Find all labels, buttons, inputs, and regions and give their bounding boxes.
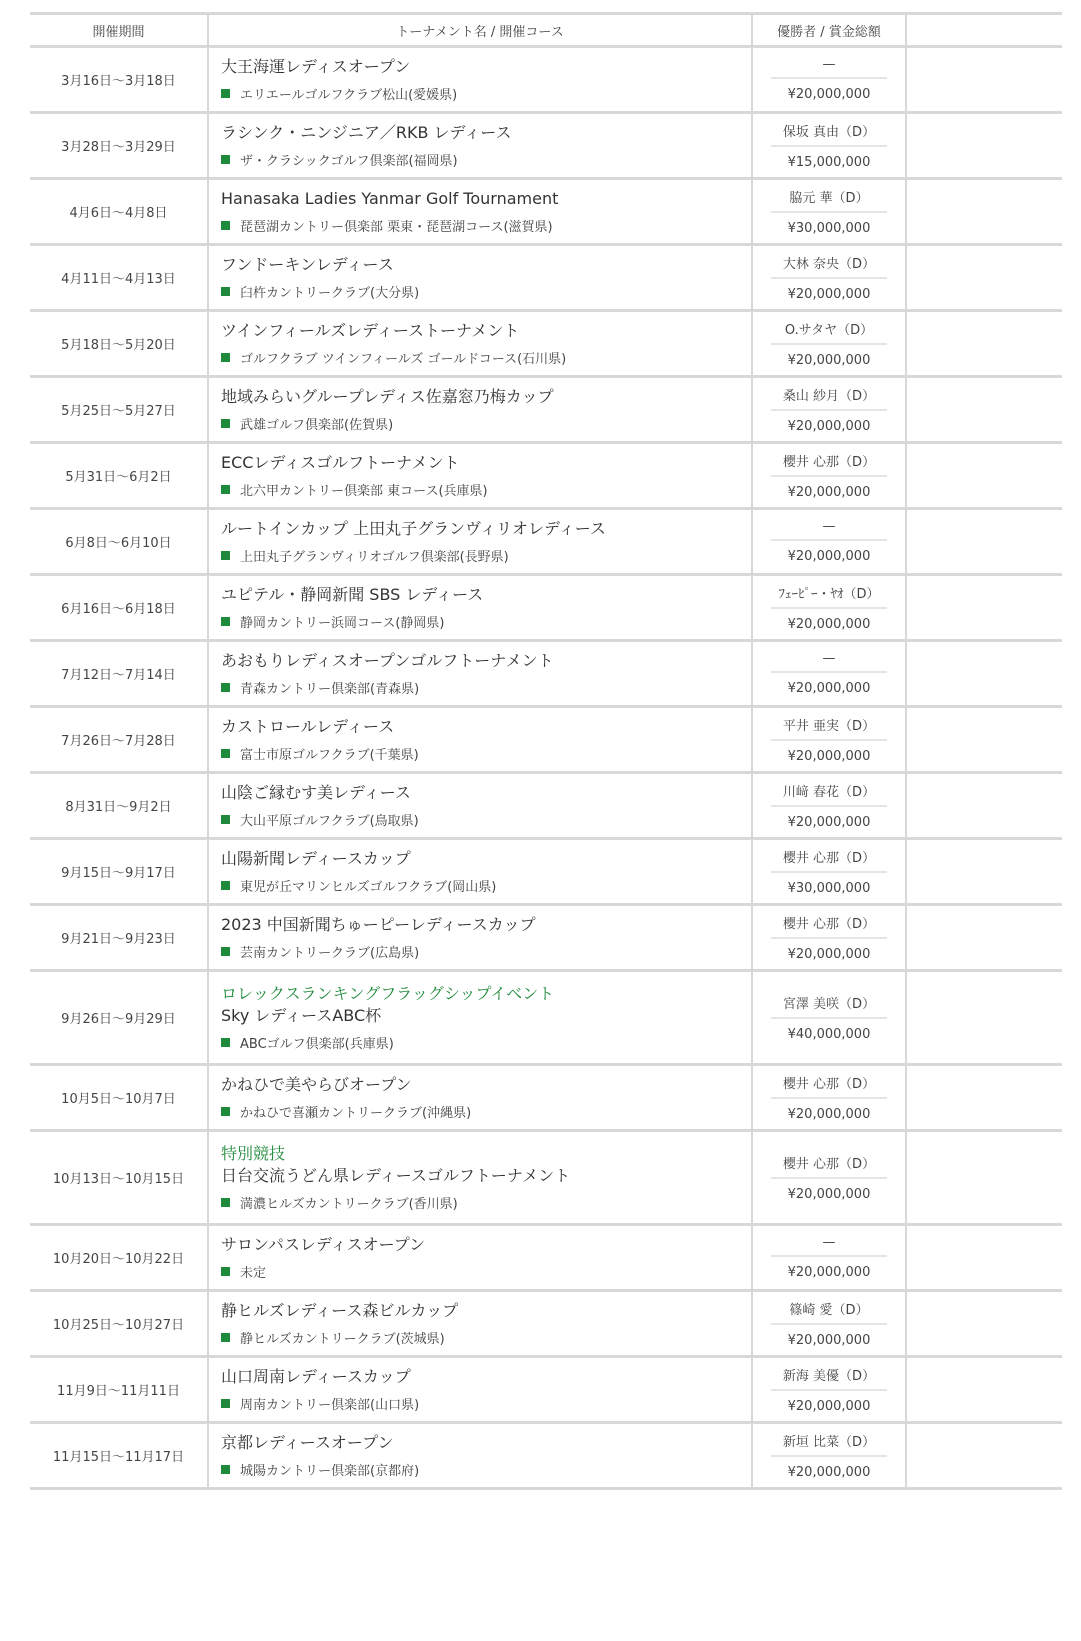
- course-marker-icon: [221, 1333, 230, 1342]
- winner-name: 宮澤 美咲（D）: [771, 993, 887, 1019]
- winner-name: 櫻井 心那（D）: [771, 913, 887, 939]
- course-line: [221, 942, 751, 961]
- course-line: [221, 612, 751, 631]
- tournament-cell: [208, 575, 752, 641]
- tournament-cell: [208, 245, 752, 311]
- prize-total: ¥20,000,000: [787, 287, 871, 302]
- course-name: 城陽カントリー倶楽部(京都府): [240, 1464, 420, 1479]
- course-line: [221, 876, 751, 895]
- winner-cell: [752, 179, 906, 245]
- event-period: 3月16日〜3月18日: [30, 47, 208, 113]
- tournament-title: カストロールレディース: [221, 717, 395, 736]
- course-name: エリエールゴルフクラブ松山(愛媛県): [240, 88, 458, 103]
- winner-cell: [752, 971, 906, 1065]
- course-marker-icon: [221, 1198, 230, 1207]
- winner-name: 櫻井 心那（D）: [771, 451, 887, 477]
- prize-total: ¥20,000,000: [787, 1265, 871, 1280]
- table-row: [30, 311, 1062, 377]
- course-line: [221, 744, 751, 763]
- event-period: 10月13日〜10月15日: [30, 1131, 208, 1225]
- empty-cell: [906, 245, 1062, 311]
- course-line: [221, 546, 751, 565]
- tournament-title: 大王海運レディスオープン: [221, 57, 411, 76]
- event-period: 9月26日〜9月29日: [30, 971, 208, 1065]
- winner-name: —: [771, 519, 887, 541]
- empty-cell: [906, 443, 1062, 509]
- course-name: 大山平原ゴルフクラブ(鳥取県): [240, 814, 419, 829]
- tournament-title: ユピテル・静岡新聞 SBS レディース: [221, 585, 484, 604]
- tournament-title: かねひで美やらびオープン: [221, 1075, 412, 1094]
- prize-total: ¥20,000,000: [787, 485, 871, 500]
- prize-total: ¥20,000,000: [787, 1465, 871, 1480]
- empty-cell: [906, 707, 1062, 773]
- event-period: 5月25日〜5月27日: [30, 377, 208, 443]
- course-name: 北六甲カントリー倶楽部 東コース(兵庫県): [240, 484, 488, 499]
- course-name: 琵琶湖カントリー倶楽部 栗東・琵琶湖コース(滋賀県): [240, 220, 553, 235]
- prize-total: ¥20,000,000: [787, 87, 871, 102]
- course-marker-icon: [221, 1465, 230, 1474]
- course-line: [221, 1328, 751, 1347]
- winner-cell: [752, 905, 906, 971]
- event-period: 9月21日〜9月23日: [30, 905, 208, 971]
- tournament-title: ツインフィールズレディーストーナメント: [221, 321, 520, 340]
- course-marker-icon: [221, 815, 230, 824]
- event-period: 10月5日〜10月7日: [30, 1065, 208, 1131]
- prize-total: ¥15,000,000: [787, 155, 871, 170]
- course-name: 東児が丘マリンヒルズゴルフクラブ(岡山県): [240, 880, 497, 895]
- course-marker-icon: [221, 485, 230, 494]
- tournament-title: 山陽新聞レディースカップ: [221, 849, 411, 868]
- table-row: [30, 1225, 1062, 1291]
- prize-total: ¥20,000,000: [787, 1333, 871, 1348]
- table-row: [30, 113, 1062, 179]
- prize-total: ¥20,000,000: [787, 1399, 871, 1414]
- course-marker-icon: [221, 947, 230, 956]
- table-row: [30, 1291, 1062, 1357]
- winner-cell: [752, 707, 906, 773]
- winner-name: —: [771, 1235, 887, 1257]
- winner-cell: [752, 773, 906, 839]
- tournament-cell: [208, 905, 752, 971]
- prize-total: ¥20,000,000: [787, 1107, 871, 1122]
- tournament-cell: [208, 47, 752, 113]
- winner-name: 櫻井 心那（D）: [771, 1073, 887, 1099]
- empty-cell: [906, 1423, 1062, 1489]
- header-period: 開催期間: [30, 14, 208, 47]
- table-row: [30, 1423, 1062, 1489]
- tournament-title: 地域みらいグループレディス佐嘉窓乃梅カップ: [221, 387, 554, 406]
- table-row: [30, 377, 1062, 443]
- course-line: [221, 1102, 751, 1121]
- course-name: 周南カントリー倶楽部(山口県): [240, 1398, 420, 1413]
- prize-total: ¥20,000,000: [787, 1187, 871, 1202]
- winner-cell: [752, 1065, 906, 1131]
- course-line: [221, 810, 751, 829]
- course-name: ABCゴルフ倶楽部(兵庫県): [240, 1037, 394, 1052]
- course-marker-icon: [221, 1107, 230, 1116]
- empty-cell: [906, 971, 1062, 1065]
- tournament-cell: [208, 1131, 752, 1225]
- winner-name: 川﨑 春花（D）: [771, 781, 887, 807]
- empty-cell: [906, 1357, 1062, 1423]
- course-name: 富士市原ゴルフクラブ(千葉県): [240, 748, 419, 763]
- table-row: [30, 1131, 1062, 1225]
- tournament-cell: [208, 971, 752, 1065]
- empty-cell: [906, 1065, 1062, 1131]
- empty-cell: [906, 47, 1062, 113]
- prize-total: ¥20,000,000: [787, 549, 871, 564]
- event-period: 5月31日〜6月2日: [30, 443, 208, 509]
- event-period: 4月6日〜4月8日: [30, 179, 208, 245]
- winner-name: 櫻井 心那（D）: [771, 847, 887, 873]
- prize-total: ¥30,000,000: [787, 881, 871, 896]
- tournament-title: 山陰ご縁むす美レディース: [221, 783, 411, 802]
- event-period: 6月8日〜6月10日: [30, 509, 208, 575]
- empty-cell: [906, 641, 1062, 707]
- course-marker-icon: [221, 1399, 230, 1408]
- course-line: [221, 414, 751, 433]
- tournament-cell: [208, 1357, 752, 1423]
- table-row: [30, 707, 1062, 773]
- course-name: ザ・クラシックゴルフ倶楽部(福岡県): [240, 154, 458, 169]
- prize-total: ¥20,000,000: [787, 353, 871, 368]
- table-row: [30, 179, 1062, 245]
- winner-name: 新海 美優（D）: [771, 1365, 887, 1391]
- event-period: 7月26日〜7月28日: [30, 707, 208, 773]
- course-line: [221, 480, 751, 499]
- course-name: 青森カントリー倶楽部(青森県): [240, 682, 420, 697]
- winner-cell: [752, 311, 906, 377]
- table-row: [30, 1357, 1062, 1423]
- prize-total: ¥20,000,000: [787, 815, 871, 830]
- empty-cell: [906, 509, 1062, 575]
- winner-cell: [752, 245, 906, 311]
- winner-name: O.サタヤ（D）: [771, 319, 887, 345]
- winner-name: 大林 奈央（D）: [771, 253, 887, 279]
- course-marker-icon: [221, 551, 230, 560]
- event-period: 4月11日〜4月13日: [30, 245, 208, 311]
- tournament-cell: [208, 113, 752, 179]
- table-row: [30, 575, 1062, 641]
- course-marker-icon: [221, 221, 230, 230]
- tournament-cell: [208, 443, 752, 509]
- tournament-title: 静ヒルズレディース森ビルカップ: [221, 1301, 459, 1320]
- course-line: [221, 1193, 751, 1212]
- course-line: [221, 1460, 751, 1479]
- tournament-cell: [208, 1423, 752, 1489]
- tournament-cell: [208, 179, 752, 245]
- event-period: 8月31日〜9月2日: [30, 773, 208, 839]
- course-marker-icon: [221, 617, 230, 626]
- event-period: 6月16日〜6月18日: [30, 575, 208, 641]
- header-tournament: トーナメント名 / 開催コース: [208, 14, 752, 47]
- winner-cell: [752, 1423, 906, 1489]
- course-name: 芸南カントリークラブ(広島県): [240, 946, 420, 961]
- tournament-schedule-table: [30, 12, 1062, 1490]
- course-name: ゴルフクラブ ツインフィールズ ゴールドコース(石川県): [240, 352, 567, 367]
- tournament-title: 日台交流うどん県レディースゴルフトーナメント: [221, 1166, 571, 1185]
- course-marker-icon: [221, 89, 230, 98]
- tournament-title: 京都レディースオープン: [221, 1433, 394, 1452]
- prize-total: ¥40,000,000: [787, 1027, 871, 1042]
- empty-cell: [906, 839, 1062, 905]
- winner-cell: [752, 1357, 906, 1423]
- winner-cell: [752, 443, 906, 509]
- winner-name: —: [771, 651, 887, 673]
- prize-total: ¥30,000,000: [787, 221, 871, 236]
- table-body: [30, 47, 1062, 1489]
- course-name: 静ヒルズカントリークラブ(茨城県): [240, 1332, 445, 1347]
- empty-cell: [906, 377, 1062, 443]
- event-period: 5月18日〜5月20日: [30, 311, 208, 377]
- course-marker-icon: [221, 287, 230, 296]
- course-marker-icon: [221, 155, 230, 164]
- prize-total: ¥20,000,000: [787, 419, 871, 434]
- empty-cell: [906, 773, 1062, 839]
- tournament-cell: [208, 311, 752, 377]
- course-line: [221, 216, 751, 235]
- table-row: [30, 839, 1062, 905]
- winner-name: 脇元 華（D）: [771, 187, 887, 213]
- winner-name: 桑山 紗月（D）: [771, 385, 887, 411]
- course-line: [221, 150, 751, 169]
- winner-name: —: [771, 57, 887, 79]
- winner-name: 櫻井 心那（D）: [771, 1153, 887, 1179]
- course-marker-icon: [221, 353, 230, 362]
- course-marker-icon: [221, 683, 230, 692]
- course-line: [221, 84, 751, 103]
- header-winner: 優勝者 / 賞金総額: [752, 14, 906, 47]
- tournament-cell: [208, 509, 752, 575]
- tournament-title: ルートインカップ 上田丸子グランヴィリオレディース: [221, 519, 606, 538]
- empty-cell: [906, 311, 1062, 377]
- table-row: [30, 1065, 1062, 1131]
- tournament-title: 山口周南レディースカップ: [221, 1367, 411, 1386]
- prize-total: ¥20,000,000: [787, 617, 871, 632]
- winner-cell: [752, 641, 906, 707]
- empty-cell: [906, 1291, 1062, 1357]
- winner-name: 新垣 比菜（D）: [771, 1431, 887, 1457]
- tournament-cell: [208, 707, 752, 773]
- course-line: [221, 1394, 751, 1413]
- tournament-title: あおもりレディスオープンゴルフトーナメント: [221, 651, 554, 670]
- event-period: 7月12日〜7月14日: [30, 641, 208, 707]
- event-period: 11月9日〜11月11日: [30, 1357, 208, 1423]
- table-row: [30, 773, 1062, 839]
- tournament-title: サロンパスレディスオープン: [221, 1235, 426, 1254]
- winner-cell: [752, 575, 906, 641]
- course-name: 静岡カントリー浜岡コース(静岡県): [240, 616, 445, 631]
- winner-cell: [752, 377, 906, 443]
- course-marker-icon: [221, 749, 230, 758]
- winner-name: 保坂 真由（D）: [771, 121, 887, 147]
- course-name: 満濃ヒルズカントリークラブ(香川県): [240, 1197, 458, 1212]
- tournament-title: 2023 中国新聞ちゅーピーレディースカップ: [221, 915, 536, 934]
- course-line: [221, 1262, 751, 1281]
- tournament-cell: [208, 839, 752, 905]
- header-empty: [906, 14, 1062, 47]
- table-row: [30, 245, 1062, 311]
- empty-cell: [906, 179, 1062, 245]
- table-row: [30, 509, 1062, 575]
- course-line: [221, 1033, 751, 1052]
- prize-total: ¥20,000,000: [787, 749, 871, 764]
- tournament-cell: [208, 1291, 752, 1357]
- winner-cell: [752, 839, 906, 905]
- winner-cell: [752, 1291, 906, 1357]
- course-name: 臼杵カントリークラブ(大分県): [240, 286, 420, 301]
- prize-total: ¥20,000,000: [787, 681, 871, 696]
- winner-cell: [752, 1225, 906, 1291]
- course-line: [221, 678, 751, 697]
- course-line: [221, 348, 751, 367]
- course-marker-icon: [221, 881, 230, 890]
- tournament-title: ECCレディスゴルフトーナメント: [221, 453, 460, 472]
- event-period: 10月25日〜10月27日: [30, 1291, 208, 1357]
- event-period: 10月20日〜10月22日: [30, 1225, 208, 1291]
- tournament-title: Hanasaka Ladies Yanmar Golf Tournament: [221, 189, 559, 208]
- course-name: 武雄ゴルフ倶楽部(佐賀県): [240, 418, 394, 433]
- prize-total: ¥20,000,000: [787, 947, 871, 962]
- special-event-label: 特別競技: [221, 1144, 286, 1163]
- table-header: [30, 14, 1062, 47]
- winner-cell: [752, 509, 906, 575]
- tournament-cell: [208, 641, 752, 707]
- event-period: 3月28日〜3月29日: [30, 113, 208, 179]
- course-marker-icon: [221, 1038, 230, 1047]
- event-period: 9月15日〜9月17日: [30, 839, 208, 905]
- winner-name: 篠崎 愛（D）: [771, 1299, 887, 1325]
- course-marker-icon: [221, 419, 230, 428]
- winner-name: ﾌｪｰﾋﾟｰ・ﾔｵ（D）: [771, 583, 887, 609]
- empty-cell: [906, 1225, 1062, 1291]
- course-line: [221, 282, 751, 301]
- winner-cell: [752, 113, 906, 179]
- tournament-cell: [208, 1065, 752, 1131]
- table-row: [30, 971, 1062, 1065]
- course-name: かねひで喜瀬カントリークラブ(沖縄県): [240, 1106, 472, 1121]
- winner-name: 平井 亜実（D）: [771, 715, 887, 741]
- tournament-title: ラシンク・ニンジニア／RKB レディース: [221, 123, 512, 142]
- event-period: 11月15日〜11月17日: [30, 1423, 208, 1489]
- tournament-cell: [208, 1225, 752, 1291]
- winner-cell: [752, 1131, 906, 1225]
- empty-cell: [906, 113, 1062, 179]
- table-row: [30, 443, 1062, 509]
- table-row: [30, 641, 1062, 707]
- tournament-cell: [208, 773, 752, 839]
- special-event-label: ロレックスランキングフラッグシップイベント: [221, 984, 555, 1003]
- empty-cell: [906, 575, 1062, 641]
- course-marker-icon: [221, 1267, 230, 1276]
- tournament-cell: [208, 377, 752, 443]
- course-name: 未定: [240, 1266, 267, 1281]
- tournament-title: Sky レディースABC杯: [221, 1006, 382, 1025]
- course-name: 上田丸子グランヴィリオゴルフ倶楽部(長野県): [240, 550, 509, 565]
- empty-cell: [906, 1131, 1062, 1225]
- winner-cell: [752, 47, 906, 113]
- tournament-title: フンドーキンレディース: [221, 255, 394, 274]
- table-row: [30, 47, 1062, 113]
- table-row: [30, 905, 1062, 971]
- empty-cell: [906, 905, 1062, 971]
